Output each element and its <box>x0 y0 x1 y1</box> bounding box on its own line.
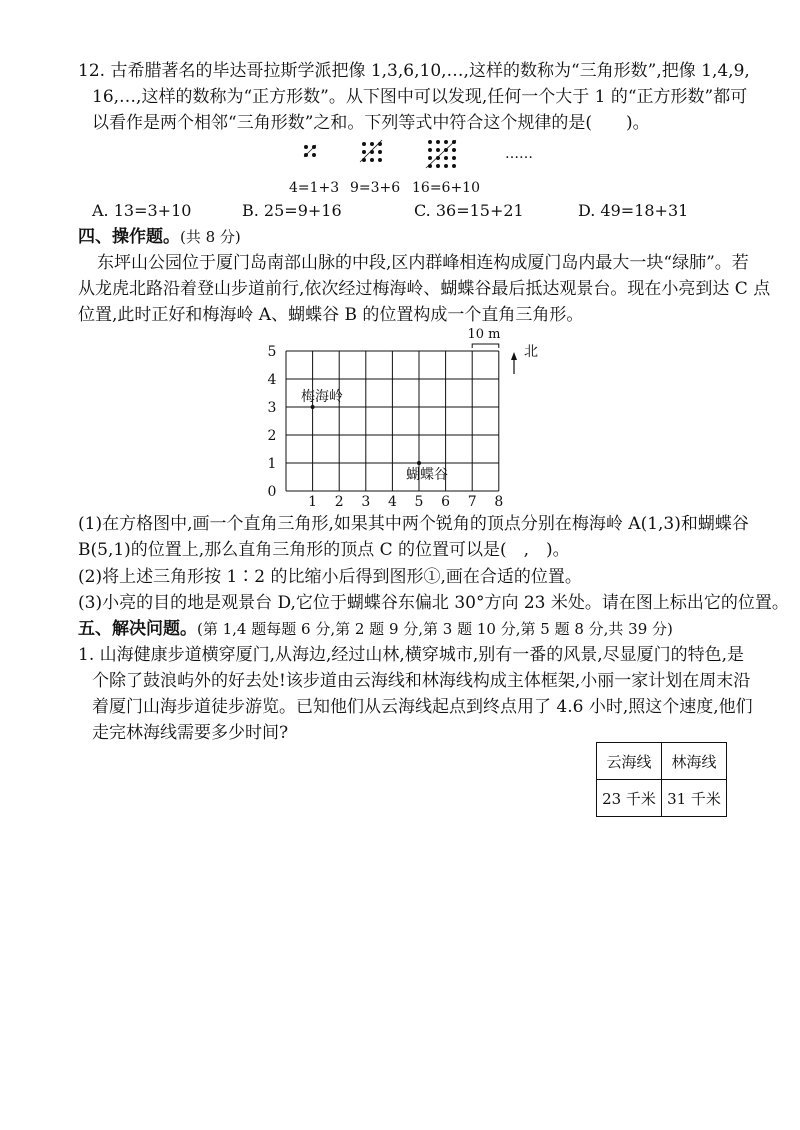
dots-ellipsis: …… <box>505 146 533 162</box>
section5-p1-line4: 走完林海线需要多少时间? <box>92 723 289 743</box>
point-a-label: 梅海岭 <box>301 389 343 405</box>
north-label: 北 <box>524 344 538 360</box>
x-tick-7: 7 <box>467 494 477 510</box>
coordinate-grid[interactable] <box>262 326 542 516</box>
figure-eq-3: 16=6+10 <box>412 180 480 196</box>
section4-q1-line2: B(5,1)的位置上,那么直角三角形的顶点 C 的位置可以是( , )。 <box>78 540 570 560</box>
point-a-marker <box>311 405 315 409</box>
section5-p1-line3: 着厦门山海步道徒步游览。已知他们从云海线起点到终点用了 4.6 小时,照这个速度,他们 <box>92 697 753 717</box>
trail-length-table <box>596 742 727 817</box>
dot-square-3x3 <box>360 140 382 162</box>
x-tick-8: 8 <box>494 494 504 510</box>
table-header-yunhai: 云海线 <box>597 743 662 780</box>
table-row <box>597 743 727 780</box>
section5-p1-line2: 个除了鼓浪屿外的好去处!该步道由云海线和林海线构成主体框架,小丽一家计划在周末沿 <box>92 671 751 691</box>
option-b[interactable]: B. 25=9+16 <box>242 201 342 220</box>
section4-q3: (3)小亮的目的地是观景台 D,它位于蝴蝶谷东偏北 30°方向 23 米处。请在图上标出它的位置。 <box>78 593 789 613</box>
point-b-marker <box>417 461 421 465</box>
y-tick-3: 3 <box>267 400 277 416</box>
north-arrow-icon <box>511 352 517 374</box>
section5-heading <box>78 618 673 640</box>
section4-para2: 从龙虎北路沿着登山步道前行,依次经过梅海岭、蝴蝶谷最后抵达观景台。现在小亮到达 C 点 <box>78 279 771 299</box>
scale-label: 10 m <box>467 327 501 342</box>
table-cell-linhai: 31 千米 <box>662 780 727 817</box>
x-tick-4: 4 <box>387 494 397 510</box>
y-tick-4: 4 <box>267 372 277 388</box>
q12-line1: 12. 古希腊著名的毕达哥拉斯学派把像 1,3,6,10,…,这样的数称为“三角形数”,把像 1,4,9, <box>78 61 750 81</box>
option-d[interactable]: D. 49=18+31 <box>578 201 689 220</box>
table-cell-yunhai: 23 千米 <box>597 780 662 817</box>
section5-p1-line1: 1. 山海健康步道横穿厦门,从海边,经过山林,横穿城市,别有一番的风景,尽显厦门的特色,是 <box>78 645 745 665</box>
section4-q2: (2)将上述三角形按 1∶2 的比缩小后得到图形①,画在合适的位置。 <box>78 567 582 587</box>
point-b-label: 蝴蝶谷 <box>406 467 448 483</box>
y-tick-2: 2 <box>267 428 277 444</box>
section5-points: (第 1,4 题每题 6 分,第 2 题 9 分,第 3 题 10 分,第 5 题 8 分,共 39 分) <box>197 620 673 638</box>
dot-square-4x4 <box>426 140 456 168</box>
figure-eq-2: 9=3+6 <box>350 180 401 196</box>
table-row <box>597 780 727 817</box>
y-tick-5: 5 <box>267 344 277 360</box>
section4-para1: 东坪山公园位于厦门岛南部山脉的中段,区内群峰相连构成厦门岛内最大一块“绿肺”。若 <box>97 253 749 273</box>
section4-title: 四、操作题。 <box>78 227 180 247</box>
square-number-dot-figure <box>300 138 470 174</box>
x-tick-1: 1 <box>308 494 318 510</box>
option-a[interactable]: A. 13=3+10 <box>92 201 192 220</box>
figure-eq-1: 4=1+3 <box>289 180 340 196</box>
table-header-linhai: 林海线 <box>662 743 727 780</box>
x-tick-3: 3 <box>361 494 371 510</box>
x-tick-6: 6 <box>441 494 451 510</box>
section4-q1-line1: (1)在方格图中,画一个直角三角形,如果其中两个锐角的顶点分别在梅海岭 A(1,3)和蝴蝶谷 <box>78 514 749 534</box>
section4-para3: 位置,此时正好和梅海岭 A、蝴蝶谷 B 的位置构成一个直角三角形。 <box>78 305 584 325</box>
grid-lines <box>286 351 499 491</box>
y-tick-0: 0 <box>267 484 277 500</box>
section4-points: (共 8 分) <box>180 228 241 246</box>
scale-bar <box>472 344 499 348</box>
q12-line3: 以看作是两个相邻“三角形数”之和。下列等式中符合这个规律的是( )。 <box>92 113 650 133</box>
section5-title: 五、解决问题。 <box>78 619 197 639</box>
x-tick-2: 2 <box>334 494 344 510</box>
q12-line2: 16,…,这样的数称为“正方形数”。从下图中可以发现,任何一个大于 1 的“正方形数”都可 <box>92 87 748 107</box>
section4-heading <box>78 226 241 248</box>
option-c[interactable]: C. 36=15+21 <box>414 201 524 220</box>
dot-square-2x2 <box>304 145 316 157</box>
x-tick-5: 5 <box>414 494 424 510</box>
y-tick-1: 1 <box>267 456 277 472</box>
